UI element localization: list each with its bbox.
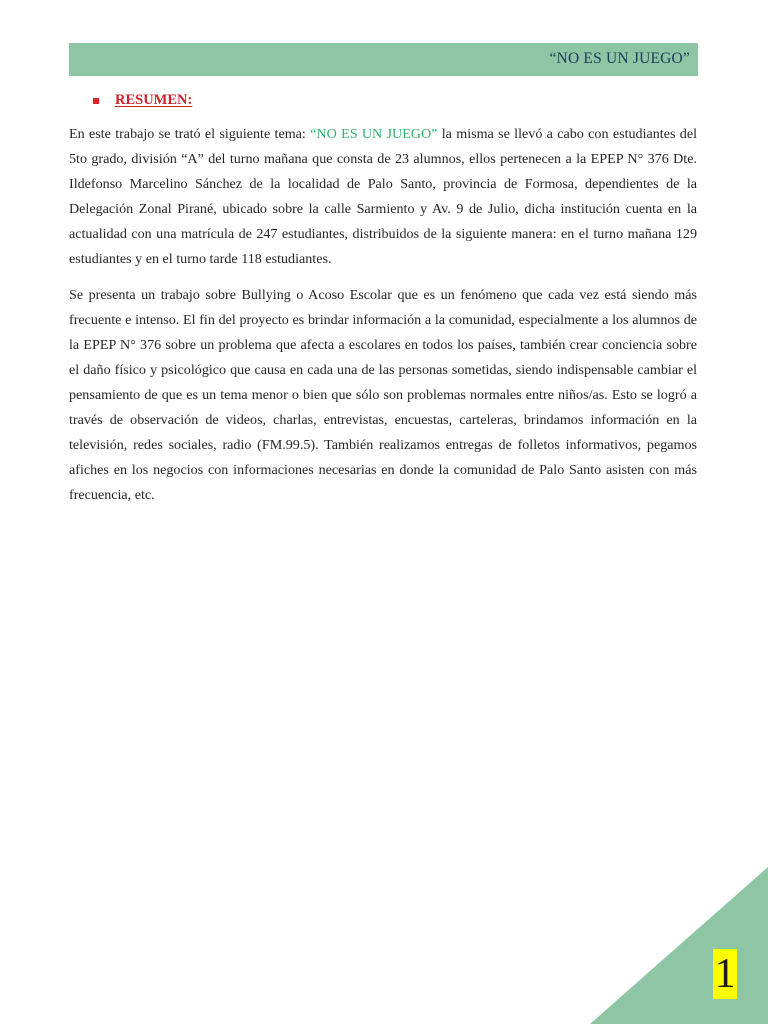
- paragraph-bullying: Se presenta un trabajo sobre Bullying o Acoso Escolar que es un fenómeno que cada vez está siendo más frecuente e intenso. El fin del proyecto es brindar información a la comunidad, especialmente a los alumnos de la EPEP N° 376 sobre un problema que afecta a escolares en todos los países, también crear conciencia sobre el daño físico y psicológico que causa en cada una de las personas sometidas, siendo indispensable cambiar el pensamiento de que es un tema menor o bien que sólo son problemas normales entre niños/as. Esto se logró a través de observación de videos, charlas, entrevistas, encuestas, carteleras, brindamos información en la televisión, redes sociales, radio (FM.99.5). También realizamos entregas de folletos informativos, pegamos afiches en los negocios con informaciones necesarias en donde la comunidad de Palo Santo asisten con más frecuencia, etc.: [69, 287, 697, 503]
- header-title: “NO ES UN JUEGO”: [549, 50, 690, 67]
- body-text: [69, 122, 697, 519]
- header-band: [69, 43, 698, 76]
- bullet-icon: [93, 98, 99, 104]
- section-heading: [93, 92, 192, 109]
- paragraph-summary-start: En este trabajo se trató el siguiente tema:: [69, 126, 311, 142]
- corner-decoration: [590, 867, 768, 1024]
- paragraph-summary: [69, 122, 697, 272]
- topic-highlight: “NO ES UN JUEGO”: [310, 126, 438, 142]
- heading-text: RESUMEN:: [115, 92, 193, 108]
- page-number: 1: [714, 951, 736, 997]
- paragraph-summary-end: la misma se llevó a cabo con estudiantes del 5to grado, división “A” del turno mañana que consta de 23 alumnos, ellos pertenecen a la EPEP N° 376 Dte. Ildefonso Marcelino Sánchez de la localidad de Palo Santo, provincia de Formosa, dependientes de la Delegación Zonal Pirané, ubicado sobre la calle Sarmiento y Av. 9 de Julio, dicha institución cuenta en la actualidad con una matrícula de 247 estudiantes, distribuidos de la siguiente manera: en el turno mañana 129 estudiantes y en el turno tarde 118 estudiantes.: [69, 126, 698, 267]
